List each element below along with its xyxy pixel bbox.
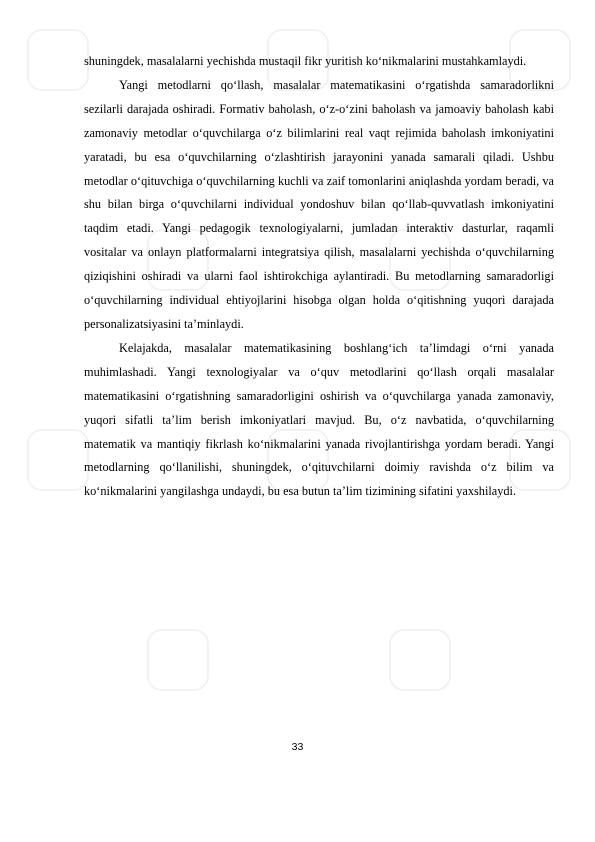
paragraph-new-methods: Yangi metodlarni qo‘llash, masalalar matematikasini o‘rgatishda samaradorlikni sezilarli darajada oshiradi. Formativ baholash, o‘z-o‘zini baholash va jamoaviy baholash kabi zamonaviy metodlar o‘quvchilarga o‘z bilimlarini real vaqt rejimida baholash imkoniyatini yaratadi, bu esa o‘quvchilarning o‘zlashtirish jarayonini yanada samarali qiladi. Ushbu metodlar o‘qituvchiga o‘quvchilarning kuchli va zaif tomonlarini aniqlashda yordam beradi, va shu bilan birga o‘quvchilarni individual yondoshuv bilan qo‘llab-quvvatlash imkoniyatini taqdim etadi. Yangi pedagogik texnologiyalarni, jumladan interaktiv dasturlar, raqamli vositalar va onlayn platformalarni integratsiya qilish, masalalarni yechishda o‘quvchilarning qiziqishini oshiradi va ularni faol ishtirokchiga aylantiradi. Bu metodlarning samaradorligi o‘quvchilarning individual ehtiyojlarini hisobga olgan holda o‘qitishning yuqori darajada personalizatsiyasini ta’minlaydi. (84, 77, 554, 331)
paragraph-future: Kelajakda, masalalar matematikasining boshlang‘ich ta’limdagi o‘rni yanada muhimlashadi. Yangi texnologiyalar va o‘quv metodlarini qo‘llash orqali masalalar matematikasini o‘rgatishning samaradorligini oshirish va o‘quvchilarga yanada zamonaviy, yuqori sifatli ta’lim berish imkoniyatlari mavjud. Bu, o‘z navbatida, o‘quvchilarning matematik va mantiqiy fikrlash ko‘nikmalarini yanada rivojlantirishga yordam beradi. Yangi metodlarning qo‘llanilishi, shuningdek, o‘qituvchilarni doimiy ravishda o‘z bilim va ko‘nikmalarini yangilashga undaydi, bu esa butun ta’lim tizimining sifatini yaxshilaydi. (84, 340, 554, 499)
paragraph-continuation: shuningdek, masalalarni yechishda mustaqil fikr yuritish ko‘nikmalarini mustahkamlaydi. (84, 54, 527, 68)
page-number: 33 (291, 741, 304, 753)
document-body (84, 50, 554, 504)
